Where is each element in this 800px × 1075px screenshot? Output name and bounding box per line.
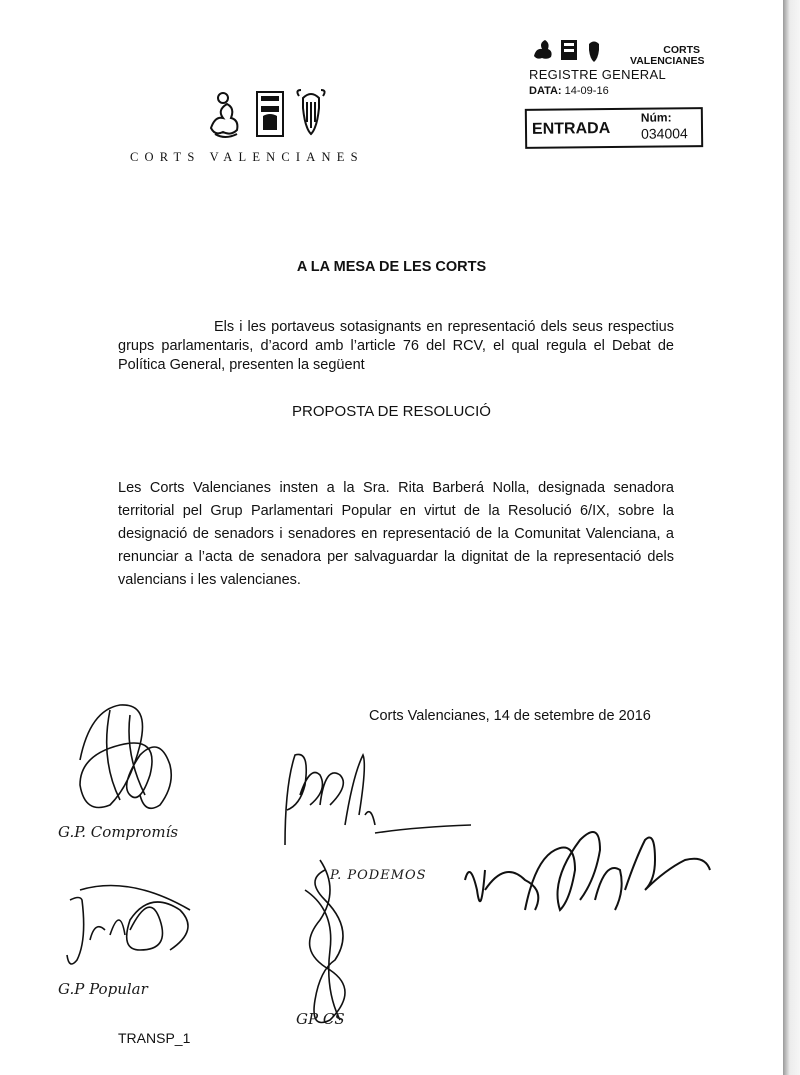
signature-compromis bbox=[60, 700, 200, 820]
resolution-paragraph: Les Corts Valencianes insten a la Sra. Rita Barberá Nolla, designada senadora territorial pel Grup Parlamentari Popular en virtut de la Resolució 6/IX, sobre la designació de senadors i senadores en representació de la Comunitat Valenciana, a renunciar a l’acta de senadora per salvaguardar la dignitat de la representació dels valencians i les valencianes. bbox=[118, 480, 674, 588]
place-date: Corts Valencianes, 14 de setembre de 2016 bbox=[369, 708, 651, 724]
stamp-date-row bbox=[529, 85, 609, 97]
signature-podemos bbox=[275, 745, 475, 855]
corts-emblems-logo bbox=[205, 88, 335, 143]
stamp-date-value: 14-09-16 bbox=[564, 85, 609, 97]
stamp-emblems-logo bbox=[531, 38, 611, 62]
signature-label-podemos: P. PODEMOS bbox=[330, 868, 427, 883]
registry-stamp bbox=[525, 38, 715, 158]
signature-label-popular: G.P Popular bbox=[58, 980, 148, 998]
footer-code: TRANSP_1 bbox=[118, 1030, 191, 1046]
intro-paragraph: Els i les portaveus sotasignants en representació dels seus respectius grups parlamentaris, d’acord amb l’article 76 del RCV, el qual regula el Debat de Política General, presenten la següent bbox=[118, 319, 674, 373]
stamp-entry-box bbox=[525, 107, 703, 149]
signature-popular bbox=[60, 880, 200, 980]
addressee-heading: A LA MESA DE LES CORTS bbox=[296, 259, 487, 275]
letterhead-brand: CORTS VALENCIANES bbox=[130, 150, 364, 164]
paper-edge bbox=[783, 0, 800, 1075]
stamp-org: CORTS VALENCIANES bbox=[630, 44, 705, 67]
stamp-registry: REGISTRE GENERAL bbox=[529, 67, 666, 82]
letterhead bbox=[130, 88, 430, 178]
stamp-number-value: 034004 bbox=[640, 125, 688, 142]
signature-spokesperson bbox=[455, 820, 725, 940]
signature-label-compromis: G.P. Compromís bbox=[58, 823, 179, 841]
document-title: PROPOSTA DE RESOLUCIÓ bbox=[292, 403, 491, 420]
signature-label-cs: GP CS bbox=[296, 1010, 345, 1028]
stamp-entry-label: ENTRADA bbox=[531, 120, 611, 138]
stamp-number-label: Núm: bbox=[640, 110, 672, 125]
stamp-date-label: DATA: bbox=[529, 85, 562, 97]
